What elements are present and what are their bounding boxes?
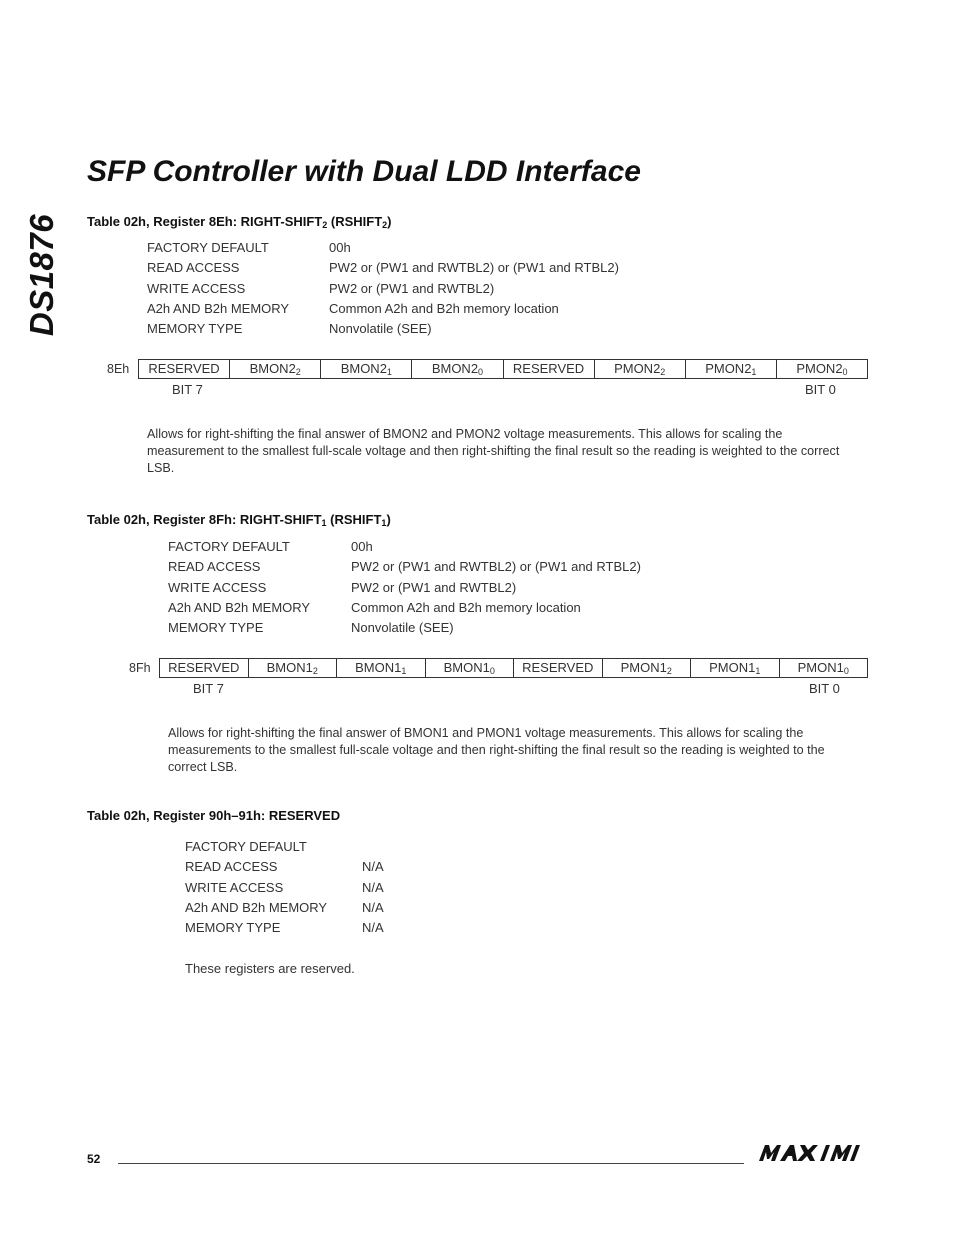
bit-cell: $PMON1_0$ <box>779 659 868 678</box>
bit-cell: $BMON2_1$ <box>321 360 412 379</box>
footer-rule <box>118 1163 744 1164</box>
bit-cell: $BMON1_2$ <box>248 659 337 678</box>
register-address-label: 8Fh <box>129 661 151 675</box>
prop-row: FACTORY DEFAULT <box>185 839 307 854</box>
bit-low-label: BIT 0 <box>809 681 840 696</box>
register-properties-90h-91h <box>185 837 485 938</box>
prop-row: WRITE ACCESS PW2 or (PW1 and RWTBL2) <box>147 280 495 296</box>
register-address-label: 8Eh <box>107 362 130 376</box>
bit-cell: RESERVED <box>514 659 603 678</box>
prop-row: READ ACCESS N/A <box>185 859 384 875</box>
prop-row: A2h AND B2h MEMORY Common A2h and B2h memory location <box>168 599 581 615</box>
bit-cell: $BMON2_2$ <box>230 360 321 379</box>
bit-map-table-8eh <box>138 359 868 379</box>
reserved-note: These registers are reserved. <box>185 961 355 976</box>
bit-high-label: BIT 7 <box>172 382 203 397</box>
prop-row: READ ACCESS PW2 or (PW1 and RWTBL2) or (PW1 and RTBL2) <box>147 260 619 276</box>
section-description-8eh: Allows for right-shifting the final answer of BMON2 and PMON2 voltage measurements. This allows for scaling the measurement to the smallest full-scale voltage and then right-shifting the final result so the reading is weighted to the correct LSB. <box>147 427 840 475</box>
prop-row: FACTORY DEFAULT 00h <box>168 539 373 554</box>
prop-row: WRITE ACCESS N/A <box>185 879 384 895</box>
page-number: 52 <box>87 1152 101 1166</box>
bit-cell: $PMON2_0$ <box>776 360 867 379</box>
bit-map-table-8fh <box>159 658 868 678</box>
bit-cell: $PMON2_1$ <box>685 360 776 379</box>
bit-cell: RESERVED <box>139 360 230 379</box>
prop-row: FACTORY DEFAULT 00h <box>147 240 351 255</box>
bit-cell: $BMON1_0$ <box>425 659 514 678</box>
prop-row: READ ACCESS PW2 or (PW1 and RWTBL2) or (PW1 and RTBL2) <box>168 559 641 575</box>
prop-row: A2h AND B2h MEMORY Common A2h and B2h memory location <box>147 300 559 316</box>
prop-row: MEMORY TYPE Nonvolatile (SEE) <box>147 321 432 337</box>
side-part-number: DS1876 <box>23 213 60 337</box>
bit-cell: $BMON2_0$ <box>412 360 503 379</box>
prop-row: WRITE ACCESS PW2 or (PW1 and RWTBL2) <box>168 579 517 595</box>
bit-cell: RESERVED <box>503 360 594 379</box>
bit-cell: $PMON2_2$ <box>594 360 685 379</box>
prop-row: A2h AND B2h MEMORY N/A <box>185 899 384 915</box>
prop-row: MEMORY TYPE N/A <box>185 920 384 936</box>
bit-low-label: BIT 0 <box>805 382 836 397</box>
section-title-8fh: Table 02h, Register 8Fh: RIGHT-$SHIFT_1$ $(RSHIFT_1)$ <box>87 512 391 528</box>
bit-high-label: BIT 7 <box>193 681 224 696</box>
prop-row: MEMORY TYPE Nonvolatile (SEE) <box>168 620 454 636</box>
document-title: SFP Controller with Dual LDD Interface <box>87 155 641 188</box>
bit-cell: $BMON1_1$ <box>337 659 426 678</box>
bit-cell: $PMON1_1$ <box>691 659 780 678</box>
maxim-logo <box>756 1144 868 1162</box>
bit-cell: $PMON1_2$ <box>602 659 691 678</box>
register-properties-8eh <box>147 238 707 339</box>
bit-cell: RESERVED <box>160 659 249 678</box>
section-title-90h-91h: Table 02h, Register 90h–91h: RESERVED <box>87 808 341 823</box>
section-description-8fh: Allows for right-shifting the final answer of BMON1 and PMON1 voltage measurements. This allows for scaling the measurements to the smallest full-scale voltage and then right-shifting the final result so the reading is weighted to the correct LSB. <box>168 726 825 774</box>
section-title-8eh: Table 02h, Register 8Eh: RIGHT-$SHIFT_2$ $(RSHIFT_2)$ <box>87 214 392 230</box>
register-properties-8fh <box>168 537 728 638</box>
